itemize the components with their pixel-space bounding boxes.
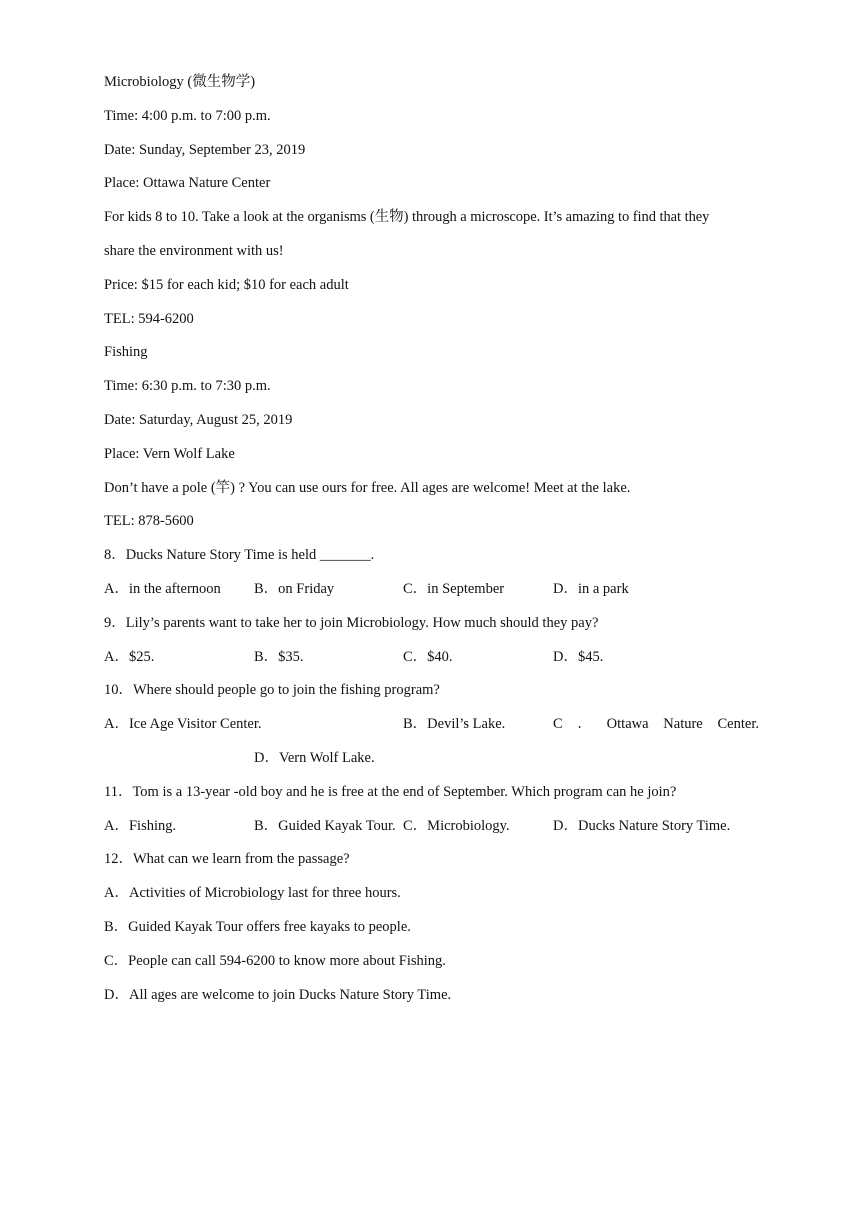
microbiology-description-line2: share the environment with us! bbox=[104, 242, 284, 259]
option-a: A．in the afternoon bbox=[104, 580, 221, 597]
option-c bbox=[553, 712, 759, 736]
microbiology-description-line1: For kids 8 to 10. Take a look at the organisms (生物) through a microscope. It’s amazing to find that they bbox=[104, 209, 710, 226]
fishing-time: Time: 6:30 p.m. to 7:30 p.m. bbox=[104, 378, 271, 395]
program-title-microbiology: Microbiology (微生物学) bbox=[104, 74, 256, 90]
option-c-word1: Ottawa bbox=[606, 716, 649, 733]
fishing-date: Date: Saturday, August 25, 2019 bbox=[104, 411, 293, 428]
microbiology-place: Place: Ottawa Nature Center bbox=[104, 175, 271, 192]
option-b: B．Guided Kayak Tour. bbox=[254, 817, 396, 834]
microbiology-tel: TEL: 594-6200 bbox=[104, 310, 194, 327]
option-d: D．Vern Wolf Lake. bbox=[254, 749, 375, 766]
program-title-fishing: Fishing bbox=[104, 344, 148, 361]
fishing-description: Don’t have a pole (竿) ? You can use ours for free. All ages are welcome! Meet at the lake. bbox=[104, 479, 631, 496]
microbiology-date: Date: Sunday, September 23, 2019 bbox=[104, 141, 306, 158]
option-c: C．Microbiology. bbox=[403, 817, 510, 834]
option-b: B．Devil’s Lake. bbox=[403, 716, 506, 733]
option-a: A．Ice Age Visitor Center. bbox=[104, 716, 262, 733]
question-options-9 bbox=[104, 645, 760, 679]
option-c-separator: ． bbox=[577, 716, 592, 733]
question-options-10-row1 bbox=[104, 712, 760, 746]
question-stem-11: 11．Tom is a 13-year -old boy and he is free at the end of September. Which program can he join? bbox=[104, 783, 677, 800]
question-stem-8: 8．Ducks Nature Story Time is held _______. bbox=[104, 547, 375, 564]
option-c-word3: Center. bbox=[717, 716, 759, 733]
question-options-8 bbox=[104, 577, 760, 611]
document-page bbox=[104, 70, 760, 1016]
question-options-11 bbox=[104, 814, 760, 848]
microbiology-time: Time: 4:00 p.m. to 7:00 p.m. bbox=[104, 107, 271, 124]
option-b: B．$35. bbox=[254, 648, 304, 665]
option-a: A．Activities of Microbiology last for three hours. bbox=[104, 885, 401, 902]
option-c: C．in September bbox=[403, 580, 505, 597]
option-c: C．People can call 594-6200 to know more about Fishing. bbox=[104, 952, 446, 969]
question-stem-12: 12．What can we learn from the passage? bbox=[104, 851, 350, 868]
question-stem-10: 10．Where should people go to join the fishing program? bbox=[104, 682, 440, 699]
option-c: C．$40. bbox=[403, 648, 453, 665]
option-b: B．on Friday bbox=[254, 580, 335, 597]
option-a: A．$25. bbox=[104, 648, 155, 665]
option-d: D．in a park bbox=[553, 580, 629, 597]
option-d: D．Ducks Nature Story Time. bbox=[553, 817, 731, 834]
option-c-letter: C bbox=[553, 716, 563, 733]
option-b: B．Guided Kayak Tour offers free kayaks to people. bbox=[104, 918, 411, 935]
option-d: D．$45. bbox=[553, 648, 604, 665]
fishing-tel: TEL: 878-5600 bbox=[104, 513, 194, 530]
fishing-place: Place: Vern Wolf Lake bbox=[104, 445, 235, 462]
option-d: D．All ages are welcome to join Ducks Nature Story Time. bbox=[104, 986, 452, 1003]
question-stem-9: 9．Lily’s parents want to take her to join Microbiology. How much should they pay? bbox=[104, 614, 599, 631]
option-a: A．Fishing. bbox=[104, 817, 177, 834]
microbiology-price: Price: $15 for each kid; $10 for each adult bbox=[104, 276, 349, 293]
question-options-10-row2 bbox=[104, 746, 760, 780]
option-c-word2: Nature bbox=[663, 716, 703, 733]
